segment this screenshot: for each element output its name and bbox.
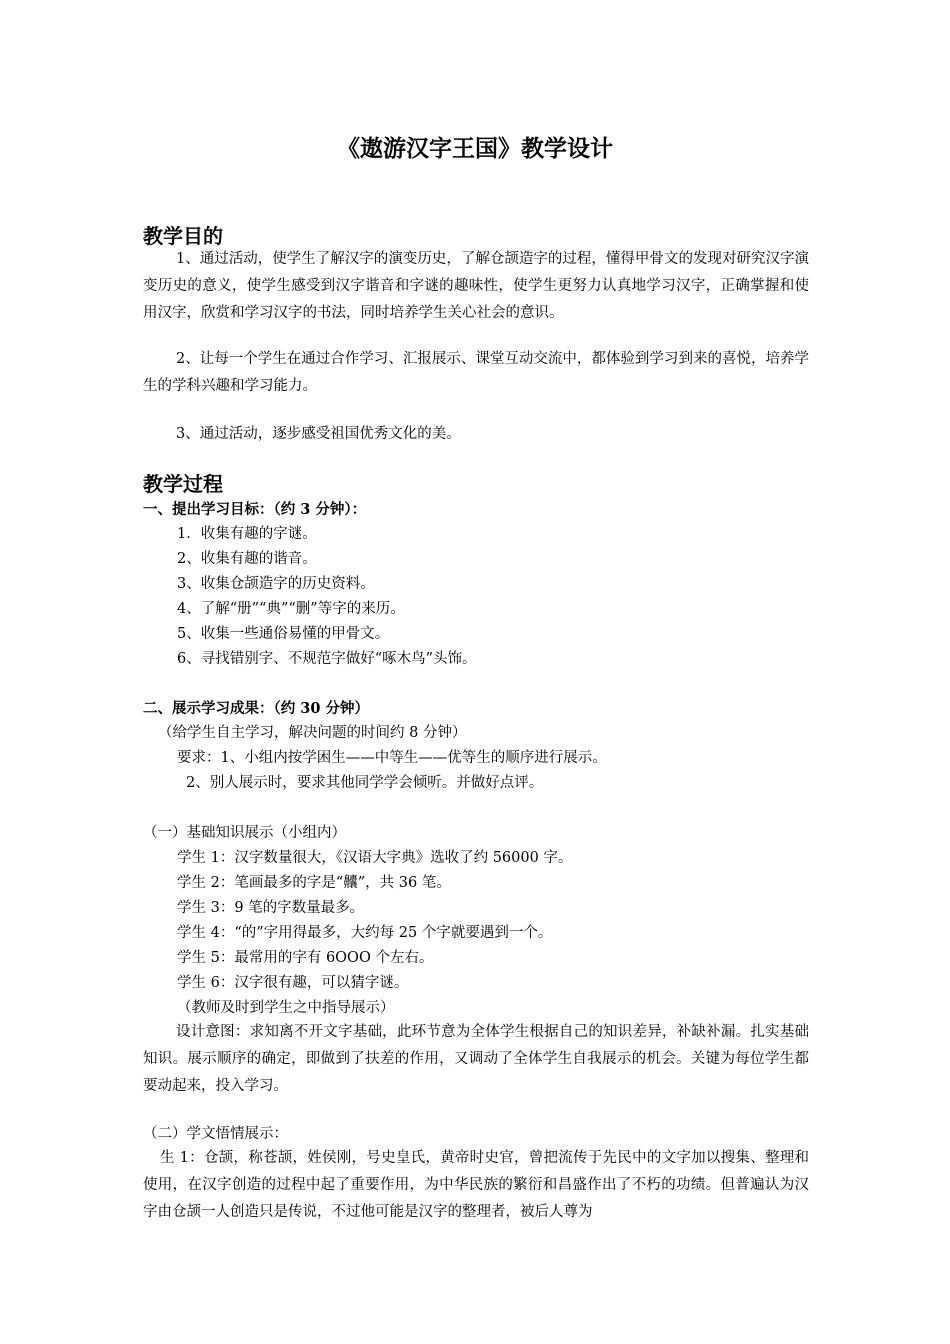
goals-paragraph-1: 1、通过活动，使学生了解汉字的演变历史，了解仓颉造字的过程，懂得甲骨文的发现对研究汉字演变历史的意义，使学生感受到汉字谐音和字谜的趣味性，使学生更努力认真地学习汉字，正确掌握和使用汉字，欣赏和学习汉字的书法，同时培养学生关心社会的意识。: [143, 251, 809, 321]
student-statement: 学生 2：笔画最多的字是“齉”，共 36 笔。: [177, 875, 451, 891]
goal-item: 6、寻找错别字、不规范字做好“啄木鸟”头饰。: [177, 651, 477, 667]
design-intent-paragraph: 设计意图：求知离不开文字基础，此环节意为全体学生根据自己的知识差异，补缺补漏。扎实基础知识。展示顺序的确定，即做到了扶差的作用，又调动了全体学生自我展示的机会。关键为每位学生都要动起来，投入学习。: [143, 1024, 809, 1094]
part2-paragraph: 生 1：仓颉，称苍颉，姓侯刚，号史皇氏，黄帝时史官，曾把流传于先民中的文字加以搜集、整理和使用，在汉字创造的过程中起了重要作用，为中华民族的繁衍和昌盛作出了不朽的功绩。但普遍认为汉字由仓颉一人创造只是传说，不过他可能是汉字的整理者，被后人尊为: [143, 1150, 809, 1220]
part2-heading: （二）学文悟情展示：: [143, 1126, 288, 1142]
student-statement: 学生 4：“的”字用得最多，大约每 25 个字就要遇到一个。: [177, 925, 553, 941]
student-statement: 学生 1：汉字数量很大，《汉语大字典》选收了约 56000 字。: [177, 850, 573, 866]
part1-heading: （一）基础知识展示（小组内）: [143, 825, 346, 841]
goal-item: 2、收集有趣的谐音。: [177, 551, 317, 567]
student-statement: 学生 3：9 笔的字数量最多。: [177, 900, 365, 916]
student-statement: 学生 6：汉字很有趣，可以猜字谜。: [177, 975, 409, 991]
teacher-note: （教师及时到学生之中指导展示）: [177, 1000, 395, 1016]
requirement-1: 要求：1、小组内按学困生——中等生——优等生的顺序进行展示。: [177, 750, 607, 766]
section2-heading: 二、展示学习成果：（约 30 分钟）: [143, 700, 370, 717]
section1-heading: 一、提出学习目标：（约 3 分钟）：: [143, 501, 367, 518]
section2-note: （给学生自主学习，解决问题的时间约 8 分钟）: [158, 725, 467, 741]
goal-item: 1．收集有趣的字谜。: [177, 526, 317, 542]
document-title: 《遨游汉字王国》教学设计: [337, 135, 613, 162]
requirement-2: 2、别人展示时，要求其他同学学会倾听。并做好点评。: [186, 775, 544, 791]
process-heading: 教学过程: [143, 472, 223, 496]
student-statement: 学生 5：最常用的字有 6OOO 个左右。: [177, 950, 434, 966]
goals-paragraph-3: 3、通过活动，逐步感受祖国优秀文化的美。: [176, 426, 461, 442]
goal-item: 4、了解“册”“典”“删”等字的来历。: [177, 601, 405, 617]
goals-paragraph-2: 2、让每一个学生在通过合作学习、汇报展示、课堂互动交流中，都体验到学习到来的喜悦，培养学生的学科兴趣和学习能力。: [143, 351, 809, 394]
goal-item: 5、收集一些通俗易懂的甲骨文。: [177, 626, 390, 642]
goals-heading: 教学目的: [143, 224, 223, 248]
goal-item: 3、收集仓颉造字的历史资料。: [177, 576, 375, 592]
